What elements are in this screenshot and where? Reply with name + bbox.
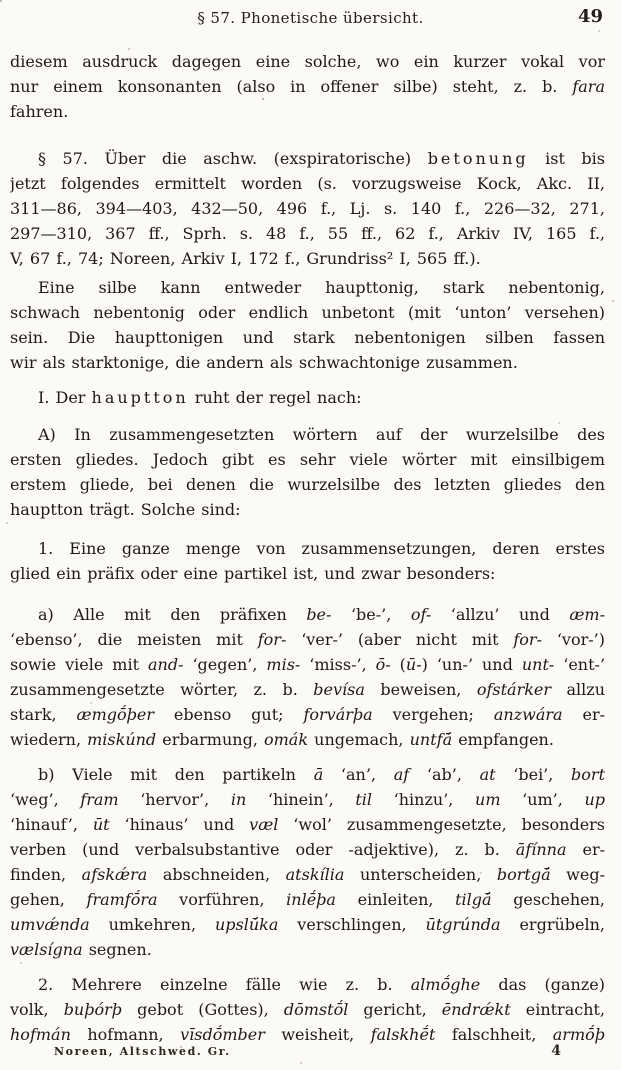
text-line	[10, 887, 605, 912]
text-segment: schwach nebentonig oder endlich unbetont (mit ‘unton’ versehen)	[10, 303, 605, 322]
text-segment: ‘hervor’,	[118, 790, 231, 809]
footer-signature: Noreen, Altschwed. Gr.	[54, 1045, 231, 1058]
text-segment: sowie viele mit	[10, 655, 148, 674]
text-segment: sein. Die haupttonigen und stark nebentonigen silben fassen	[10, 328, 605, 347]
italic-term: um	[475, 790, 501, 809]
paragraph	[10, 146, 605, 271]
italic-term: armṓþ	[552, 1025, 605, 1044]
section-title: § 57. Phonetische übersicht.	[197, 9, 424, 27]
italic-term: æmgṓþer	[76, 705, 154, 724]
text-segment: gebot (Gottes),	[122, 1000, 284, 1019]
italic-term: bort	[571, 765, 605, 784]
italic-term: for-	[513, 630, 542, 649]
italic-term: almṓghe	[410, 975, 481, 994]
text-line	[10, 702, 605, 727]
italic-term: ūt	[92, 815, 110, 834]
text-segment: fahren.	[10, 102, 69, 121]
text-segment: ‘gegen’,	[183, 655, 267, 674]
italic-term: in	[230, 790, 247, 809]
page-number: 49	[577, 6, 603, 27]
text-segment: vorführen,	[157, 890, 287, 909]
italic-term: be-	[306, 605, 332, 624]
text-segment: ‘ebenso’, die meisten mit	[10, 630, 258, 649]
text-segment: hauptton trägt. Solche sind:	[10, 500, 241, 519]
text-block	[0, 35, 621, 1047]
text-segment: 1. Eine ganze menge von zusammensetzungen, deren erstes	[38, 539, 605, 558]
text-line	[10, 627, 605, 652]
italic-term: tilgā́	[455, 890, 492, 909]
italic-term: falskhḗt	[370, 1025, 436, 1044]
text-segment: ‘wol’ zusammengesetzte, besonders	[278, 815, 605, 834]
text-segment: (	[390, 655, 406, 674]
text-segment: allzu	[551, 680, 605, 699]
text-segment: ‘an’,	[323, 765, 394, 784]
text-segment: finden,	[10, 865, 82, 884]
text-line	[10, 912, 605, 937]
text-segment: ‘bei’,	[495, 765, 572, 784]
text-segment: ebenso gut;	[153, 705, 304, 724]
text-segment: ‘hinein’,	[246, 790, 356, 809]
italic-term: unt-	[521, 655, 555, 674]
text-segment: gehen,	[10, 890, 87, 909]
text-line	[10, 677, 605, 702]
text-line	[10, 602, 605, 627]
italic-term: bevísa	[313, 680, 365, 699]
italic-term: for-	[257, 630, 287, 649]
text-line	[10, 196, 605, 221]
running-header	[0, 0, 621, 35]
text-line	[10, 472, 605, 497]
italic-term: up	[584, 790, 605, 809]
italic-term: mis-	[266, 655, 301, 674]
italic-term: of-	[410, 605, 432, 624]
text-segment: ‘ver-’ (aber nicht mit	[286, 630, 514, 649]
italic-term: bortgā́	[496, 865, 551, 884]
paragraph	[10, 536, 605, 586]
paragraph	[10, 422, 605, 522]
text-segment: verben (und verbalsubstantive oder -adjektive), z. b.	[10, 840, 516, 859]
text-line	[10, 862, 605, 887]
text-segment: zusammengesetzte wörter, z. b.	[10, 680, 314, 699]
italic-term: inlḗþa	[286, 890, 336, 909]
text-segment: 297—310, 367 ff., Sprh. s. 48 f., 55 ff., 62 f., Arkiv IV, 165 f.,	[10, 224, 605, 243]
paragraph	[10, 385, 605, 410]
text-segment: empfangen.	[452, 730, 554, 749]
text-segment: falschheit,	[435, 1025, 553, 1044]
text-segment: Eine silbe kann entweder haupttonig, stark nebentonig,	[38, 278, 605, 297]
paragraph	[10, 972, 605, 1047]
italic-term: omák	[264, 730, 309, 749]
text-segment: volk,	[10, 1000, 64, 1019]
running-footer	[0, 1043, 621, 1059]
text-segment: glied ein präfix oder eine partikel ist, und zwar besonders:	[10, 564, 496, 583]
text-line	[10, 74, 605, 99]
text-line	[10, 497, 605, 522]
text-line	[10, 221, 605, 246]
letterspaced-term: betonung	[427, 149, 529, 168]
text-line	[10, 727, 605, 752]
text-line	[10, 246, 605, 271]
italic-term: at	[479, 765, 496, 784]
italic-term: fram	[80, 790, 119, 809]
text-segment: 2. Mehrere einzelne fälle wie z. b.	[38, 975, 411, 994]
text-segment: ‘ab’,	[409, 765, 480, 784]
text-line	[10, 385, 605, 410]
text-segment: A) In zusammengesetzten wörtern auf der wurzelsilbe des	[38, 425, 605, 444]
text-segment: vergehen;	[372, 705, 494, 724]
paragraph	[10, 275, 605, 375]
italic-term: æm-	[569, 605, 605, 624]
text-segment: a) Alle mit den präfixen	[38, 605, 307, 624]
italic-term: untfā́	[409, 730, 453, 749]
text-segment: einleiten,	[335, 890, 456, 909]
italic-term: miskúnd	[87, 730, 157, 749]
text-line	[10, 171, 605, 196]
text-segment: weisheit,	[264, 1025, 371, 1044]
italic-term: anzwára	[493, 705, 563, 724]
italic-term: til	[355, 790, 373, 809]
text-segment: wir als starktonige, die andern als schwachtonige zusammen.	[10, 353, 518, 372]
italic-term: ā	[313, 765, 324, 784]
italic-term: ū-	[405, 655, 422, 674]
text-segment: umkehren,	[89, 915, 215, 934]
italic-term: vīsdṓmber	[180, 1025, 265, 1044]
text-segment: beweisen,	[364, 680, 477, 699]
text-segment: geschehen,	[491, 890, 605, 909]
text-segment: ‘ent-’	[554, 655, 605, 674]
text-segment: ruht der regel nach:	[188, 388, 362, 407]
text-segment: das (ganze)	[480, 975, 605, 994]
italic-term: and-	[147, 655, 184, 674]
text-segment: gericht,	[348, 1000, 442, 1019]
text-line	[10, 422, 605, 447]
text-segment: wiedern,	[10, 730, 88, 749]
italic-term: vælsígna	[10, 940, 83, 959]
text-line	[10, 275, 605, 300]
italic-term: afskǽra	[81, 865, 148, 884]
paragraph	[10, 49, 605, 124]
italic-term: ofstárker	[476, 680, 552, 699]
text-segment: er-	[566, 840, 605, 859]
italic-term: buþórþ	[63, 1000, 122, 1019]
text-segment: hofmann,	[70, 1025, 181, 1044]
text-segment: stark,	[10, 705, 77, 724]
text-segment: eintracht,	[510, 1000, 605, 1019]
text-segment: I. Der	[38, 388, 92, 407]
text-segment: abschneiden,	[147, 865, 286, 884]
text-segment: ‘hinzu’,	[372, 790, 476, 809]
italic-term: umvǽnda	[10, 915, 90, 934]
paragraph	[10, 602, 605, 752]
text-segment: verschlingen,	[278, 915, 426, 934]
text-line	[10, 561, 605, 586]
text-segment: weg-	[550, 865, 605, 884]
text-segment: ‘weg’,	[10, 790, 81, 809]
text-line	[10, 350, 605, 375]
text-segment: ‘hinauf’,	[10, 815, 93, 834]
paragraph	[10, 762, 605, 962]
text-line	[10, 325, 605, 350]
text-segment: ungemach,	[308, 730, 410, 749]
text-segment: ersten gliedes. Jedoch gibt es sehr viele wörter mit einsilbigem	[10, 450, 605, 469]
text-segment: ‘um’,	[500, 790, 585, 809]
text-segment: ‘be-’,	[331, 605, 411, 624]
text-line	[10, 300, 605, 325]
letterspaced-term: hauptton	[91, 388, 189, 407]
text-line	[10, 812, 605, 837]
text-segment: erbarmung,	[156, 730, 264, 749]
text-segment: erstem gliede, bei denen die wurzelsilbe des letzten gliedes den	[10, 475, 605, 494]
text-segment: b) Viele mit den partikeln	[38, 765, 314, 784]
text-line	[10, 49, 605, 74]
text-segment: er-	[562, 705, 605, 724]
text-line	[10, 762, 605, 787]
italic-term: dōmstṓl	[283, 1000, 349, 1019]
text-segment: nur einem konsonanten (also in offener silbe) steht, z. b.	[10, 77, 573, 96]
italic-term: āfínna	[515, 840, 567, 859]
text-segment: diesem ausdruck dagegen eine solche, wo ein kurzer vokal vor	[10, 52, 605, 71]
text-segment: 311—86, 394—403, 432—50, 496 f., Lj. s. 140 f., 226—32, 271,	[10, 199, 605, 218]
text-segment: ‘vor-’)	[541, 630, 605, 649]
text-segment: ‘hinaus’ und	[109, 815, 250, 834]
italic-term: ō-	[375, 655, 391, 674]
italic-term: atskília	[285, 865, 345, 884]
italic-term: ūtgrúnda	[425, 915, 501, 934]
text-segment: ) ‘un-’ und	[421, 655, 522, 674]
text-line	[10, 99, 605, 124]
text-segment: jetzt folgendes ermittelt worden (s. vorzugsweise Kock, Akc. II,	[10, 174, 605, 193]
italic-term: forvárþa	[303, 705, 373, 724]
text-line	[10, 972, 605, 997]
text-line	[10, 997, 605, 1022]
text-line	[10, 652, 605, 677]
text-line	[10, 146, 605, 171]
italic-term: væl	[249, 815, 279, 834]
text-line	[10, 837, 605, 862]
text-segment: V, 67 f., 74; Noreen, Arkiv I, 172 f., Grundriss² I, 565 ff.).	[10, 249, 481, 268]
italic-term: framfṓra	[86, 890, 158, 909]
text-segment: unterscheiden,	[344, 865, 497, 884]
italic-term: af	[393, 765, 410, 784]
italic-term: hofmán	[10, 1025, 71, 1044]
text-segment: ergrübeln,	[500, 915, 605, 934]
italic-term: fara	[572, 77, 605, 96]
italic-term: upslū́ka	[214, 915, 279, 934]
text-line	[10, 787, 605, 812]
text-line	[10, 536, 605, 561]
italic-term: ēndrǽkt	[441, 1000, 511, 1019]
text-line	[10, 447, 605, 472]
text-segment: ‘allzu’ und	[431, 605, 570, 624]
text-segment: § 57. Über die aschw. (exspiratorische)	[38, 149, 428, 168]
text-segment: segnen.	[82, 940, 152, 959]
footer-sheet-number: 4	[551, 1043, 561, 1059]
text-segment: ist bis	[528, 149, 605, 168]
text-segment: ‘miss-’,	[300, 655, 376, 674]
text-line	[10, 937, 605, 962]
